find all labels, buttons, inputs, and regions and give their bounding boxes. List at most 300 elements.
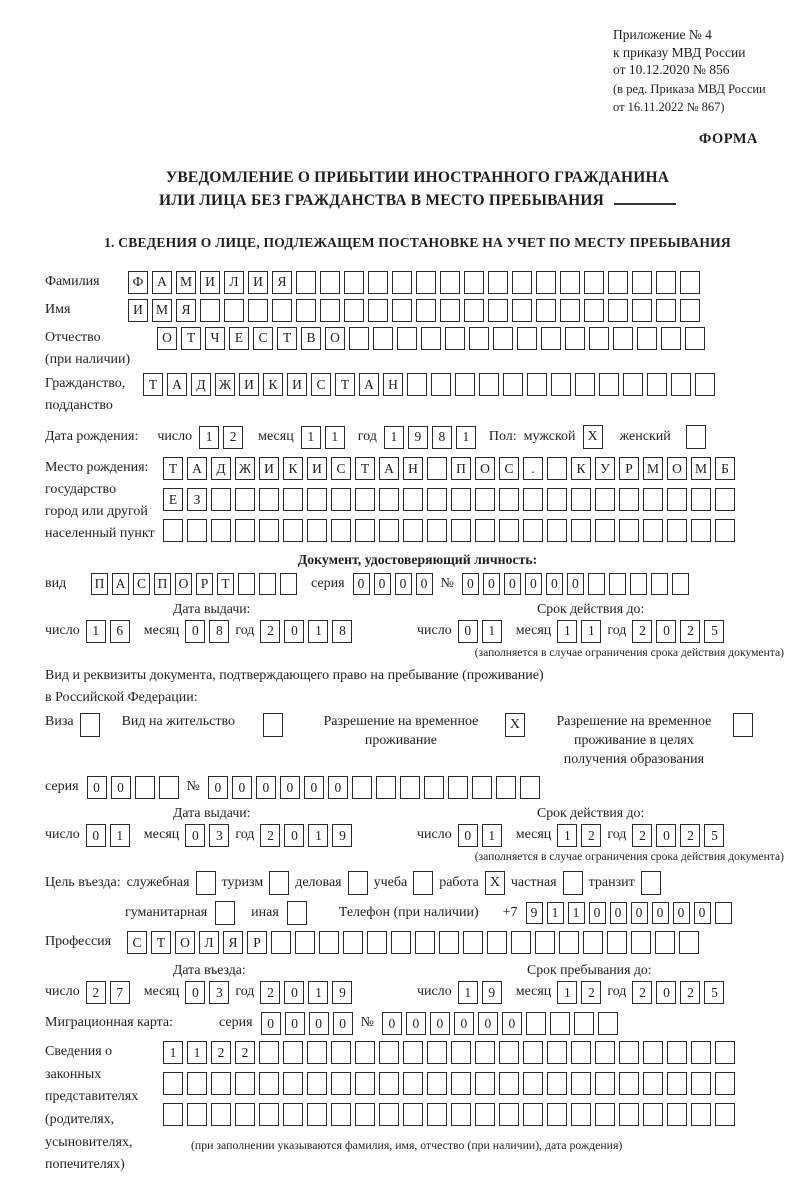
char-cell[interactable]: 1 xyxy=(308,981,328,1004)
char-cell[interactable]: 2 xyxy=(632,981,652,1004)
char-cell[interactable] xyxy=(211,519,231,542)
char-cell[interactable] xyxy=(595,488,615,511)
char-cell[interactable] xyxy=(464,271,484,294)
char-cell[interactable]: 9 xyxy=(408,426,428,449)
char-cell[interactable] xyxy=(475,1072,495,1095)
char-cell[interactable] xyxy=(344,271,364,294)
char-cell[interactable] xyxy=(499,1041,519,1064)
char-cell[interactable]: 2 xyxy=(680,824,700,847)
char-cell[interactable]: Е xyxy=(163,488,183,511)
char-cell[interactable]: 8 xyxy=(332,620,352,643)
char-cell[interactable] xyxy=(595,519,615,542)
char-cell[interactable] xyxy=(715,902,732,924)
char-cell[interactable] xyxy=(547,1041,567,1064)
char-cell[interactable]: Д xyxy=(191,373,211,396)
char-cell[interactable] xyxy=(319,931,339,954)
char-cell[interactable]: 5 xyxy=(704,620,724,643)
char-cell[interactable] xyxy=(715,1041,735,1064)
char-cell[interactable] xyxy=(608,271,628,294)
char-cell[interactable]: М xyxy=(691,457,711,480)
char-cell[interactable] xyxy=(560,271,580,294)
char-cell[interactable]: П xyxy=(91,573,108,595)
char-cell[interactable] xyxy=(259,1041,279,1064)
char-cell[interactable] xyxy=(445,327,465,350)
char-cell[interactable] xyxy=(280,573,297,595)
char-cell[interactable]: О xyxy=(175,573,192,595)
char-cell[interactable] xyxy=(451,519,471,542)
char-cell[interactable]: Т xyxy=(151,931,171,954)
char-cell[interactable]: Т xyxy=(355,457,375,480)
char-cell[interactable]: 0 xyxy=(673,902,690,924)
char-cell[interactable] xyxy=(571,1041,591,1064)
char-cell[interactable] xyxy=(259,488,279,511)
char-cell[interactable] xyxy=(656,271,676,294)
char-cell[interactable] xyxy=(368,299,388,322)
char-cell[interactable] xyxy=(575,373,595,396)
char-cell[interactable]: 2 xyxy=(680,620,700,643)
char-cell[interactable]: Р xyxy=(196,573,213,595)
char-cell[interactable] xyxy=(536,299,556,322)
char-cell[interactable]: Т xyxy=(181,327,201,350)
char-cell[interactable] xyxy=(475,519,495,542)
char-cell[interactable] xyxy=(595,1072,615,1095)
char-cell[interactable] xyxy=(523,1103,543,1126)
char-cell[interactable] xyxy=(619,1103,639,1126)
char-cell[interactable]: 1 xyxy=(187,1041,207,1064)
char-cell[interactable] xyxy=(373,327,393,350)
char-cell[interactable]: 2 xyxy=(260,981,280,1004)
char-cell[interactable]: 0 xyxy=(185,620,205,643)
char-cell[interactable] xyxy=(613,327,633,350)
char-cell[interactable]: Л xyxy=(199,931,219,954)
char-cell[interactable]: 1 xyxy=(458,981,478,1004)
char-cell[interactable] xyxy=(331,1041,351,1064)
char-cell[interactable]: 1 xyxy=(581,620,601,643)
char-cell[interactable] xyxy=(211,1103,231,1126)
char-cell[interactable]: О xyxy=(325,327,345,350)
char-cell[interactable] xyxy=(451,1072,471,1095)
char-cell[interactable] xyxy=(536,271,556,294)
char-cell[interactable]: 0 xyxy=(406,1012,426,1035)
char-cell[interactable] xyxy=(331,519,351,542)
checkbox-rvp[interactable]: X xyxy=(505,713,525,737)
char-cell[interactable] xyxy=(320,271,340,294)
char-cell[interactable] xyxy=(647,373,667,396)
char-cell[interactable]: 0 xyxy=(430,1012,450,1035)
char-cell[interactable] xyxy=(667,519,687,542)
char-cell[interactable] xyxy=(523,1072,543,1095)
char-cell[interactable] xyxy=(187,1103,207,1126)
char-cell[interactable]: 5 xyxy=(704,981,724,1004)
checkbox-delovaya[interactable] xyxy=(348,871,368,895)
char-cell[interactable]: О xyxy=(175,931,195,954)
char-cell[interactable] xyxy=(448,776,468,799)
checkbox-turizm[interactable] xyxy=(269,871,289,895)
char-cell[interactable] xyxy=(415,931,435,954)
char-cell[interactable] xyxy=(667,1072,687,1095)
char-cell[interactable] xyxy=(691,519,711,542)
char-cell[interactable]: Т xyxy=(163,457,183,480)
char-cell[interactable] xyxy=(715,519,735,542)
char-cell[interactable] xyxy=(455,373,475,396)
char-cell[interactable]: Я xyxy=(223,931,243,954)
char-cell[interactable]: Д xyxy=(211,457,231,480)
char-cell[interactable]: А xyxy=(112,573,129,595)
char-cell[interactable]: 0 xyxy=(309,1012,329,1035)
char-cell[interactable] xyxy=(259,1103,279,1126)
char-cell[interactable] xyxy=(355,1041,375,1064)
char-cell[interactable] xyxy=(355,1072,375,1095)
char-cell[interactable] xyxy=(376,776,396,799)
char-cell[interactable]: Ж xyxy=(235,457,255,480)
char-cell[interactable] xyxy=(271,931,291,954)
char-cell[interactable] xyxy=(488,299,508,322)
char-cell[interactable]: 0 xyxy=(86,824,106,847)
char-cell[interactable] xyxy=(679,931,699,954)
char-cell[interactable] xyxy=(526,1012,546,1035)
char-cell[interactable]: 5 xyxy=(704,824,724,847)
char-cell[interactable] xyxy=(631,931,651,954)
char-cell[interactable] xyxy=(598,1012,618,1035)
char-cell[interactable]: К xyxy=(263,373,283,396)
char-cell[interactable]: 6 xyxy=(110,620,130,643)
char-cell[interactable]: 0 xyxy=(185,824,205,847)
char-cell[interactable] xyxy=(352,776,372,799)
char-cell[interactable]: 2 xyxy=(223,426,243,449)
char-cell[interactable] xyxy=(609,573,626,595)
char-cell[interactable]: 1 xyxy=(482,620,502,643)
char-cell[interactable] xyxy=(427,1072,447,1095)
char-cell[interactable]: С xyxy=(311,373,331,396)
char-cell[interactable]: 1 xyxy=(547,902,564,924)
char-cell[interactable]: М xyxy=(152,299,172,322)
char-cell[interactable] xyxy=(440,299,460,322)
char-cell[interactable]: О xyxy=(475,457,495,480)
char-cell[interactable] xyxy=(403,1103,423,1126)
char-cell[interactable]: 9 xyxy=(332,824,352,847)
char-cell[interactable] xyxy=(630,573,647,595)
char-cell[interactable] xyxy=(163,1072,183,1095)
char-cell[interactable] xyxy=(680,271,700,294)
char-cell[interactable]: З xyxy=(187,488,207,511)
char-cell[interactable] xyxy=(643,519,663,542)
char-cell[interactable] xyxy=(475,1041,495,1064)
char-cell[interactable] xyxy=(427,1041,447,1064)
char-cell[interactable]: 0 xyxy=(285,1012,305,1035)
char-cell[interactable] xyxy=(349,327,369,350)
char-cell[interactable] xyxy=(643,1041,663,1064)
checkbox-sluzhebnaya[interactable] xyxy=(196,871,216,895)
char-cell[interactable] xyxy=(224,299,244,322)
char-cell[interactable] xyxy=(331,1072,351,1095)
char-cell[interactable] xyxy=(560,299,580,322)
char-cell[interactable]: 1 xyxy=(557,824,577,847)
char-cell[interactable] xyxy=(427,519,447,542)
checkbox-chastnaya[interactable] xyxy=(563,871,583,895)
char-cell[interactable] xyxy=(619,488,639,511)
char-cell[interactable]: У xyxy=(595,457,615,480)
char-cell[interactable] xyxy=(672,573,689,595)
char-cell[interactable] xyxy=(551,373,571,396)
char-cell[interactable]: 0 xyxy=(483,573,500,595)
char-cell[interactable] xyxy=(248,299,268,322)
char-cell[interactable]: 2 xyxy=(260,824,280,847)
checkbox-ucheba[interactable] xyxy=(413,871,433,895)
char-cell[interactable] xyxy=(493,327,513,350)
char-cell[interactable]: 8 xyxy=(432,426,452,449)
char-cell[interactable]: 2 xyxy=(680,981,700,1004)
char-cell[interactable] xyxy=(379,1041,399,1064)
char-cell[interactable] xyxy=(691,1072,711,1095)
char-cell[interactable] xyxy=(588,573,605,595)
char-cell[interactable] xyxy=(283,1041,303,1064)
char-cell[interactable] xyxy=(595,1103,615,1126)
char-cell[interactable] xyxy=(344,299,364,322)
char-cell[interactable] xyxy=(259,519,279,542)
char-cell[interactable]: Л xyxy=(224,271,244,294)
char-cell[interactable] xyxy=(235,519,255,542)
char-cell[interactable] xyxy=(574,1012,594,1035)
char-cell[interactable] xyxy=(392,299,412,322)
char-cell[interactable]: 0 xyxy=(656,620,676,643)
char-cell[interactable] xyxy=(680,299,700,322)
char-cell[interactable] xyxy=(547,457,567,480)
char-cell[interactable] xyxy=(469,327,489,350)
char-cell[interactable] xyxy=(295,931,315,954)
char-cell[interactable]: И xyxy=(259,457,279,480)
char-cell[interactable]: С xyxy=(127,931,147,954)
char-cell[interactable]: 0 xyxy=(395,573,412,595)
char-cell[interactable] xyxy=(451,1103,471,1126)
char-cell[interactable]: Е xyxy=(229,327,249,350)
char-cell[interactable]: 3 xyxy=(209,981,229,1004)
char-cell[interactable]: 0 xyxy=(458,620,478,643)
char-cell[interactable] xyxy=(535,931,555,954)
checkbox-gumanitarnaya[interactable] xyxy=(215,901,235,925)
char-cell[interactable] xyxy=(571,519,591,542)
char-cell[interactable] xyxy=(499,519,519,542)
char-cell[interactable] xyxy=(307,1072,327,1095)
char-cell[interactable] xyxy=(595,1041,615,1064)
char-cell[interactable]: 9 xyxy=(526,902,543,924)
char-cell[interactable] xyxy=(355,519,375,542)
char-cell[interactable] xyxy=(307,488,327,511)
char-cell[interactable]: Н xyxy=(383,373,403,396)
char-cell[interactable] xyxy=(583,931,603,954)
char-cell[interactable] xyxy=(379,1072,399,1095)
char-cell[interactable] xyxy=(400,776,420,799)
char-cell[interactable] xyxy=(331,1103,351,1126)
char-cell[interactable] xyxy=(589,327,609,350)
char-cell[interactable]: Т xyxy=(277,327,297,350)
char-cell[interactable]: 2 xyxy=(260,620,280,643)
char-cell[interactable] xyxy=(685,327,705,350)
char-cell[interactable]: 1 xyxy=(163,1041,183,1064)
char-cell[interactable]: 0 xyxy=(462,573,479,595)
char-cell[interactable] xyxy=(499,488,519,511)
char-cell[interactable]: А xyxy=(379,457,399,480)
checkbox-vid-na-zhitelstvo[interactable] xyxy=(263,713,283,737)
char-cell[interactable]: 1 xyxy=(325,426,345,449)
char-cell[interactable]: 0 xyxy=(284,824,304,847)
char-cell[interactable] xyxy=(187,1072,207,1095)
char-cell[interactable] xyxy=(488,271,508,294)
char-cell[interactable]: 0 xyxy=(382,1012,402,1035)
char-cell[interactable]: 0 xyxy=(284,981,304,1004)
char-cell[interactable]: 1 xyxy=(86,620,106,643)
char-cell[interactable] xyxy=(397,327,417,350)
char-cell[interactable] xyxy=(464,299,484,322)
char-cell[interactable] xyxy=(421,327,441,350)
char-cell[interactable] xyxy=(331,488,351,511)
char-cell[interactable] xyxy=(619,519,639,542)
char-cell[interactable] xyxy=(424,776,444,799)
char-cell[interactable] xyxy=(283,519,303,542)
char-cell[interactable] xyxy=(671,373,691,396)
char-cell[interactable] xyxy=(632,271,652,294)
char-cell[interactable] xyxy=(479,373,499,396)
char-cell[interactable] xyxy=(283,1103,303,1126)
char-cell[interactable]: 2 xyxy=(581,981,601,1004)
char-cell[interactable]: 0 xyxy=(502,1012,522,1035)
char-cell[interactable] xyxy=(691,1103,711,1126)
char-cell[interactable]: 3 xyxy=(209,824,229,847)
char-cell[interactable] xyxy=(517,327,537,350)
char-cell[interactable] xyxy=(135,776,155,799)
char-cell[interactable] xyxy=(571,1103,591,1126)
char-cell[interactable]: 0 xyxy=(208,776,228,799)
char-cell[interactable]: 0 xyxy=(589,902,606,924)
char-cell[interactable] xyxy=(307,1041,327,1064)
char-cell[interactable]: И xyxy=(287,373,307,396)
char-cell[interactable] xyxy=(379,1103,399,1126)
char-cell[interactable]: И xyxy=(128,299,148,322)
char-cell[interactable] xyxy=(431,373,451,396)
char-cell[interactable]: 0 xyxy=(374,573,391,595)
checkbox-tranzit[interactable] xyxy=(641,871,661,895)
char-cell[interactable]: 0 xyxy=(656,824,676,847)
char-cell[interactable] xyxy=(565,327,585,350)
char-cell[interactable]: . xyxy=(523,457,543,480)
char-cell[interactable]: 7 xyxy=(110,981,130,1004)
char-cell[interactable] xyxy=(547,1103,567,1126)
char-cell[interactable]: 0 xyxy=(546,573,563,595)
char-cell[interactable]: 0 xyxy=(610,902,627,924)
char-cell[interactable] xyxy=(427,488,447,511)
char-cell[interactable]: И xyxy=(307,457,327,480)
char-cell[interactable] xyxy=(695,373,715,396)
char-cell[interactable]: П xyxy=(451,457,471,480)
char-cell[interactable]: 2 xyxy=(235,1041,255,1064)
char-cell[interactable] xyxy=(715,488,735,511)
char-cell[interactable] xyxy=(368,271,388,294)
char-cell[interactable]: Т xyxy=(335,373,355,396)
char-cell[interactable] xyxy=(407,373,427,396)
char-cell[interactable] xyxy=(632,299,652,322)
char-cell[interactable]: 1 xyxy=(557,981,577,1004)
checkbox-rvp-education[interactable] xyxy=(733,713,753,737)
char-cell[interactable]: 2 xyxy=(632,824,652,847)
char-cell[interactable] xyxy=(475,488,495,511)
char-cell[interactable] xyxy=(439,931,459,954)
char-cell[interactable]: 0 xyxy=(656,981,676,1004)
char-cell[interactable]: 9 xyxy=(332,981,352,1004)
char-cell[interactable] xyxy=(559,931,579,954)
char-cell[interactable] xyxy=(511,931,531,954)
char-cell[interactable]: Ф xyxy=(128,271,148,294)
char-cell[interactable] xyxy=(283,488,303,511)
char-cell[interactable] xyxy=(691,488,711,511)
checkbox-male[interactable]: X xyxy=(583,425,603,449)
char-cell[interactable] xyxy=(643,1072,663,1095)
char-cell[interactable] xyxy=(643,488,663,511)
char-cell[interactable]: Б xyxy=(715,457,735,480)
char-cell[interactable] xyxy=(427,1103,447,1126)
char-cell[interactable]: О xyxy=(667,457,687,480)
char-cell[interactable]: 0 xyxy=(416,573,433,595)
char-cell[interactable] xyxy=(715,1072,735,1095)
char-cell[interactable]: 0 xyxy=(185,981,205,1004)
char-cell[interactable] xyxy=(619,1072,639,1095)
char-cell[interactable]: Н xyxy=(403,457,423,480)
char-cell[interactable]: 1 xyxy=(557,620,577,643)
char-cell[interactable]: С xyxy=(331,457,351,480)
char-cell[interactable] xyxy=(584,299,604,322)
char-cell[interactable]: 0 xyxy=(504,573,521,595)
char-cell[interactable] xyxy=(487,931,507,954)
char-cell[interactable] xyxy=(656,299,676,322)
char-cell[interactable]: 1 xyxy=(456,426,476,449)
char-cell[interactable]: 0 xyxy=(87,776,107,799)
checkbox-female[interactable] xyxy=(686,425,706,449)
char-cell[interactable]: 0 xyxy=(478,1012,498,1035)
char-cell[interactable] xyxy=(235,1103,255,1126)
char-cell[interactable] xyxy=(520,776,540,799)
char-cell[interactable]: А xyxy=(187,457,207,480)
char-cell[interactable] xyxy=(499,1103,519,1126)
char-cell[interactable] xyxy=(355,488,375,511)
char-cell[interactable]: И xyxy=(248,271,268,294)
char-cell[interactable]: 8 xyxy=(209,620,229,643)
char-cell[interactable]: 0 xyxy=(280,776,300,799)
char-cell[interactable] xyxy=(463,931,483,954)
char-cell[interactable] xyxy=(379,488,399,511)
char-cell[interactable]: 0 xyxy=(525,573,542,595)
char-cell[interactable] xyxy=(599,373,619,396)
char-cell[interactable] xyxy=(655,931,675,954)
char-cell[interactable]: М xyxy=(176,271,196,294)
char-cell[interactable] xyxy=(527,373,547,396)
char-cell[interactable] xyxy=(643,1103,663,1126)
char-cell[interactable]: А xyxy=(167,373,187,396)
char-cell[interactable] xyxy=(547,488,567,511)
char-cell[interactable]: Ч xyxy=(205,327,225,350)
char-cell[interactable]: А xyxy=(152,271,172,294)
char-cell[interactable] xyxy=(235,1072,255,1095)
char-cell[interactable] xyxy=(416,299,436,322)
char-cell[interactable]: С xyxy=(499,457,519,480)
char-cell[interactable] xyxy=(608,299,628,322)
char-cell[interactable] xyxy=(272,299,292,322)
char-cell[interactable] xyxy=(571,1072,591,1095)
char-cell[interactable] xyxy=(367,931,387,954)
char-cell[interactable] xyxy=(691,1041,711,1064)
char-cell[interactable]: Т xyxy=(217,573,234,595)
char-cell[interactable] xyxy=(623,373,643,396)
char-cell[interactable] xyxy=(259,573,276,595)
char-cell[interactable] xyxy=(584,271,604,294)
char-cell[interactable]: 2 xyxy=(632,620,652,643)
